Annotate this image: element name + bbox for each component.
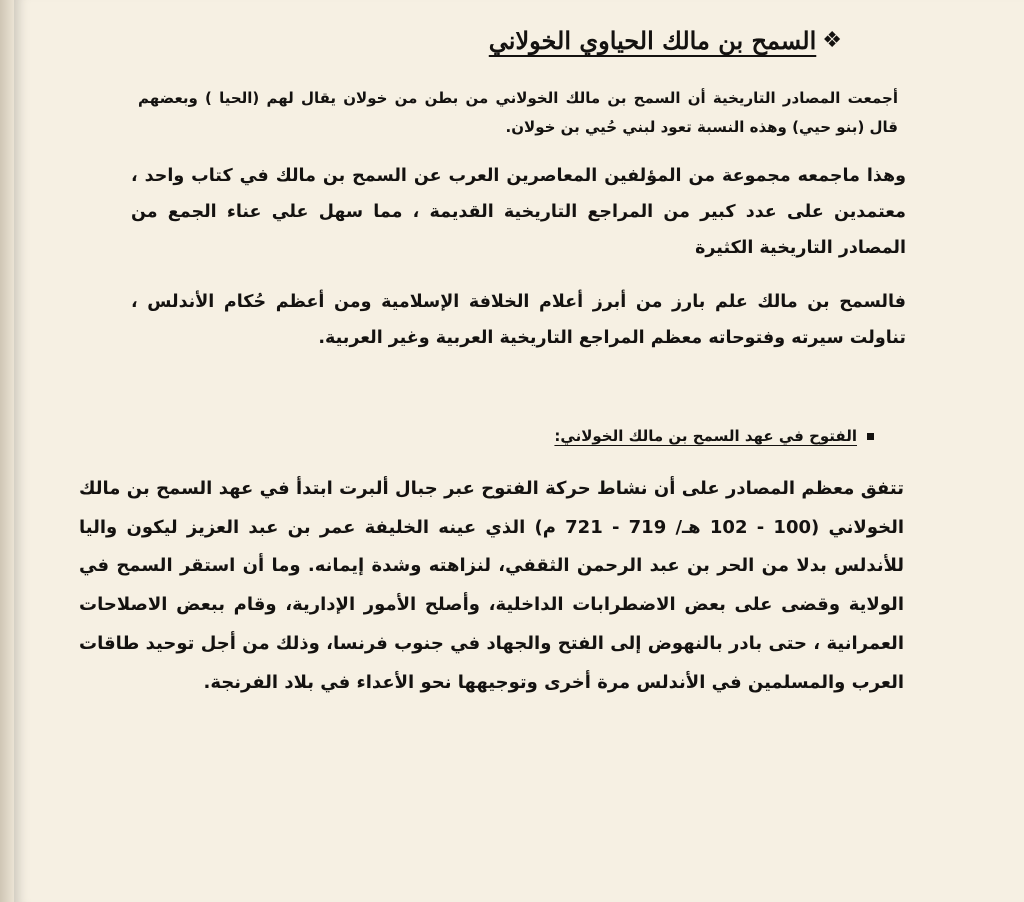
section-paragraph: تتفق معظم المصادر على أن نشاط حركة الفتوح عبر جبال ألبرت ابتدأ في عهد السمح بن مالك الخولاني (100 - 102 هـ/ 719 - 721 م) الذي عينه الخليفة عمر بن عبد العزيز ليكون واليا للأندلس بدلا من الحر بن عبد الرحمن الثقفي، لنزاهته وشدة إيمانه. وما أن استقر السمح في الولاية وقضى على بعض الاضطرابات الداخلية، وأصلح الأمور الإدارية، وقام ببعض الاصلاحات العمرانية ، حتى بادر بالنهوض إلى الفتح والجهاد في جنوب فرنسا، وذلك من أجل توحيد طاقات العرب والمسلمين في الأندلس مرة أخرى وتوجيهها نحو الأعداء في بلاد الفرنجة. [79, 478, 905, 693]
paragraph-origin: أجمعت المصادر التاريخية أن السمح بن مالك الخولاني من بطن من خولان يقال لهم (الحيا ) وبعضهم قال (بنو حيي) وهذه النسبة تعود لبني حُيي بن خولان. [138, 89, 898, 136]
document-page [14, 0, 1024, 902]
title-block [489, 26, 842, 56]
section-heading-block [554, 424, 874, 448]
paragraph-sources: وهذا ماجمعه مجموعة من المؤلفين المعاصرين العرب عن السمح بن مالك في كتاب واحد ، معتمدين على عدد كبير من المراجع التاريخية القديمة ، مما سهل علي عناء الجمع من المصادر التاريخية الكثيرة [131, 166, 906, 258]
document-body [14, 0, 1024, 902]
paragraph-biography: فالسمح بن مالك علم بارز من أبرز أعلام الخلافة الإسلامية ومن أعظم حُكام الأندلس ، تناولت سيرته وفتوحاته معظم المراجع التاريخية العربية وغير العربية. [131, 292, 906, 348]
page-binding-edge [0, 0, 14, 902]
document-title: السمح بن مالك الحياوي الخولاني [488, 26, 817, 55]
section-heading: الفتوح في عهد السمح بن مالك الخولاني: [554, 427, 857, 445]
square-bullet-icon [867, 433, 874, 440]
diamond-bullet-icon: ❖ [822, 28, 842, 53]
